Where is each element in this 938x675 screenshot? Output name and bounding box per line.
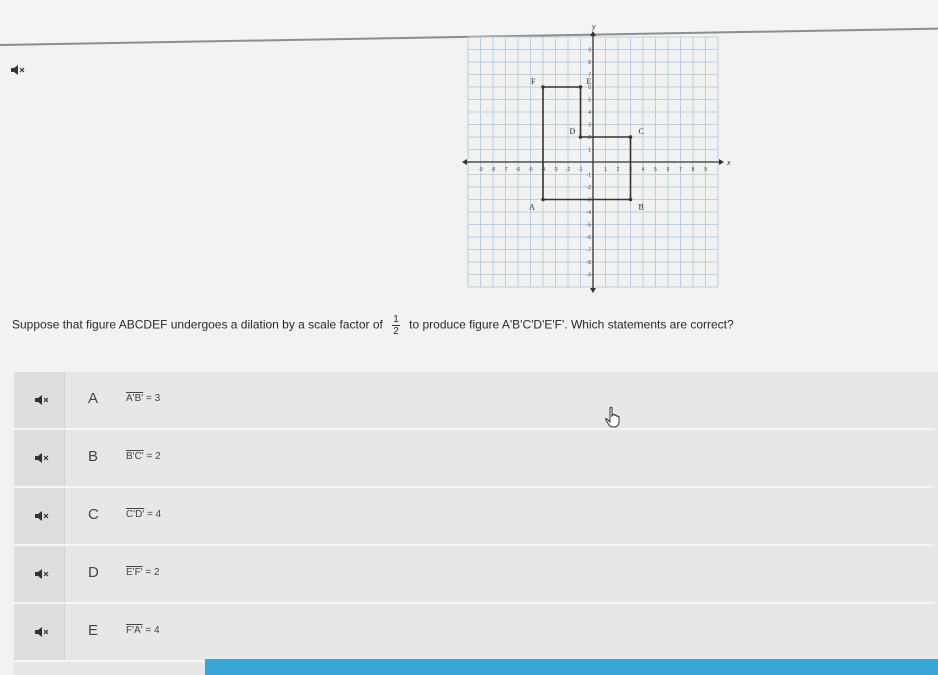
x-tick-label: 8: [691, 167, 695, 173]
figure-abcdef: [529, 77, 644, 212]
x-tick-label: -3: [553, 167, 558, 173]
x-tick-label: 1: [604, 167, 607, 173]
vertex-label-a: A: [529, 202, 535, 212]
y-axis-arrow: [590, 31, 596, 36]
y-tick-label: 8: [588, 60, 591, 66]
x-tick-label: 3: [629, 167, 632, 173]
y-tick-label: 5: [588, 97, 591, 104]
x-tick-label: 2: [616, 167, 620, 173]
vertex-f: [541, 85, 545, 89]
speaker-icon[interactable]: [34, 626, 50, 638]
option-statement: B'C' = 2: [126, 451, 161, 462]
x-tick-label: 5: [654, 167, 657, 173]
option-letter: A: [88, 390, 99, 407]
y-tick-label: -2: [586, 185, 591, 191]
option-a-audio[interactable]: [14, 372, 65, 428]
x-tick-label: -2: [565, 167, 571, 173]
option-b[interactable]: [14, 430, 934, 488]
hand-cursor-icon: [604, 406, 622, 428]
x-axis-arrow: [462, 159, 467, 165]
option-e[interactable]: [14, 604, 934, 662]
figure-outline: [540, 87, 631, 200]
option-letter: D: [88, 564, 99, 581]
speaker-icon[interactable]: [34, 510, 50, 522]
question-text: Suppose that figure ABCDEF undergoes a dilation by a scale factor of $\frac{1}{2}$ to produce figure A'B'C'D'E'F'. Which statements are correct?: [12, 314, 734, 337]
y-axis-arrow: [590, 288, 596, 293]
x-tick-label: 7: [679, 167, 682, 173]
x-tick-label: -4: [540, 167, 546, 173]
option-statement: C'D' = 4: [126, 509, 162, 520]
speaker-icon[interactable]: [10, 64, 26, 76]
y-tick-label: 4: [588, 110, 591, 116]
option-letter: C: [88, 506, 99, 523]
answer-options: [14, 372, 938, 675]
y-tick-label: 9: [588, 47, 591, 54]
y-tick-label: 3: [588, 122, 591, 129]
y-tick-label: -7: [586, 247, 591, 254]
option-c[interactable]: [14, 488, 934, 546]
vertex-label-b: B: [638, 202, 644, 212]
y-tick-label: 6: [588, 85, 591, 91]
x-tick-label: -8: [490, 167, 496, 173]
x-tick-label: -5: [528, 167, 533, 173]
y-tick-label: -3: [586, 197, 591, 204]
option-statement: F'A' = 4: [126, 625, 160, 636]
y-tick-label: -5: [586, 222, 591, 229]
y-tick-label: -4: [586, 210, 591, 216]
x-axis-arrow: [719, 159, 724, 165]
option-statement: E'F' = 2: [126, 567, 160, 578]
vertex-label-e: E: [586, 77, 592, 86]
x-axis-label: x: [727, 160, 731, 167]
y-tick-label: 7: [588, 72, 591, 79]
axes: [462, 24, 731, 293]
speaker-icon[interactable]: [34, 452, 50, 464]
vertex-e: [579, 85, 583, 89]
option-letter: E: [88, 622, 99, 639]
x-tick-label: 9: [704, 167, 707, 173]
option-e-audio[interactable]: [14, 604, 65, 660]
bottom-bar: [205, 659, 938, 675]
y-tick-label: 1: [588, 147, 591, 154]
option-c-audio[interactable]: [14, 488, 65, 544]
x-tick-label: -7: [503, 167, 508, 173]
x-tick-label: 6: [666, 167, 670, 173]
vertex-a: [541, 198, 545, 202]
y-tick-label: 2: [588, 135, 591, 141]
x-tick-label: -1: [578, 167, 583, 173]
y-axis-label: y: [592, 24, 596, 31]
vertex-b: [629, 198, 633, 202]
x-tick-label: 4: [641, 167, 645, 173]
option-d[interactable]: [14, 546, 934, 604]
y-tick-label: -8: [586, 260, 591, 266]
speaker-icon[interactable]: [34, 568, 50, 580]
speaker-icon[interactable]: [34, 394, 50, 406]
vertex-c: [629, 135, 633, 139]
y-tick-label: -9: [586, 272, 591, 279]
coordinate-graph: [464, 24, 731, 292]
option-b-audio[interactable]: [14, 430, 65, 486]
y-tick-label: -1: [586, 172, 591, 179]
option-letter: B: [88, 448, 99, 465]
vertex-label-f: F: [531, 77, 536, 86]
x-tick-label: -9: [478, 167, 483, 173]
vertex-label-d: D: [569, 127, 576, 136]
scale-factor: $\frac{1}{2}$: [393, 314, 399, 337]
option-d-audio[interactable]: [14, 546, 65, 602]
option-a[interactable]: [14, 372, 934, 430]
vertex-label-c: C: [638, 127, 644, 136]
vertex-d: [579, 135, 583, 139]
option-statement: A'B' = 3: [126, 393, 161, 404]
x-tick-label: -6: [515, 167, 521, 173]
y-tick-label: -6: [586, 235, 591, 241]
